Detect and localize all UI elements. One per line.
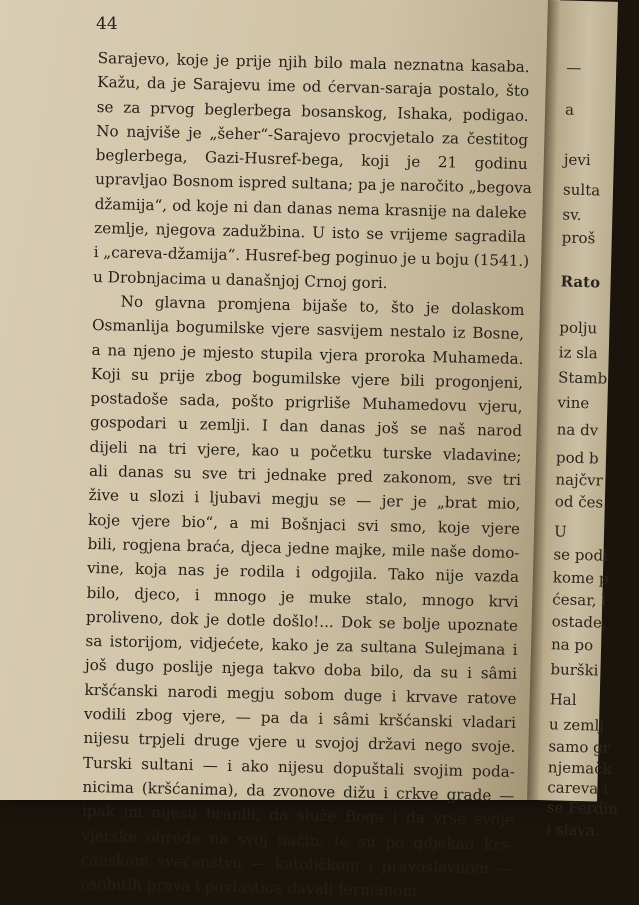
text-line: Sarajevo, koje je prije njih bilo mala neznatna kasaba.: [97, 48, 530, 77]
text-line: No glavna promjena bijaše to, što je dolaskom: [120, 292, 525, 319]
next-page-fragment: ćesar, l: [552, 590, 607, 610]
text-line: koje vjere bio“, a mi Bošnjaci svi smo, koje vjere: [87, 510, 521, 538]
text-line: Turski sultani — i ako nijesu dopuštali svojim poda-: [82, 753, 516, 781]
text-line: ali danas su sve tri jednake pred zakonom, sve tri: [88, 461, 522, 489]
text-line: vjerske obrede na svoj način; te su po gdjekad krš-: [81, 826, 514, 854]
next-page-fragment: careva i: [547, 778, 608, 798]
text-line: postadoše sada, pošto prigrliše Muhamedovu vjeru,: [90, 389, 523, 417]
next-page-fragment: sulta: [562, 180, 601, 200]
next-page-fragment: proš: [561, 228, 596, 248]
page-number: 44: [96, 14, 118, 34]
next-page-fragment: se Ferdin: [546, 798, 619, 819]
text-line: džamija“, od koje ni dan danas nema krasnije na daleke: [94, 194, 527, 222]
text-line: Kažu, da je Sarajevu ime od ćervan-saraja postalo, što: [97, 73, 530, 101]
next-page-fragment: —: [566, 58, 582, 77]
text-line: zemlje, njegova zadužbina. U isto se vrijeme sagradila: [93, 219, 527, 247]
next-page-fragment: jevi: [563, 150, 591, 170]
text-line: bili, rogjena braća, djeca jedne majke, mile naše domo-: [87, 534, 520, 562]
page-body-text: [80, 46, 530, 905]
text-line: se za prvog beglerbega bosanskog, Ishaka, podigao.: [96, 97, 529, 125]
next-page-fragment: najčvr: [555, 470, 603, 490]
text-line: osobitih prava i povlastica davali fermanom.: [80, 874, 422, 901]
next-page-fragment: kome p: [552, 568, 609, 588]
next-page-fragment: se podi: [553, 545, 609, 565]
text-line: dijeli na tri vjere, kao u početku turske vladavine;: [89, 437, 522, 465]
text-line: bilo, djeco, i mnogo je muke stalo, mnogo krvi: [86, 583, 519, 611]
text-line: beglerbega, Gazi-Husref-bega, koji je 21 godinu: [95, 146, 528, 174]
next-page-fragment: na po: [550, 635, 594, 655]
text-line: vodili zbog vjere, — pa da i sâmi kršćanski vladari: [83, 704, 517, 732]
text-line: gospodari u zemlji. I dan danas još se naš narod: [89, 413, 523, 441]
next-page-fragment: njemačk: [547, 758, 612, 778]
text-line: Osmanlija bogumilske vjere sasvijem nestalo iz Bosne,: [91, 316, 525, 344]
text-line: proliveno, dok je dotle došlo!... Dok se bolje upoznate: [85, 607, 519, 635]
text-line: vine, koja nas je rodila i odgojila. Tako nije vazda: [86, 559, 520, 587]
next-page-fragment: Rato: [560, 272, 601, 292]
next-page-fragment: pod b: [555, 448, 599, 468]
text-line: ipak im nijesu branili, da služe Boga i da vrše svoje: [81, 802, 515, 830]
text-line: nicima (kršćanima), da zvonove dižu i crkve grade —: [82, 777, 515, 805]
text-line: a na njeno je mjesto stupila vjera proroka Muhameda.: [91, 340, 524, 368]
text-line: upravljao Bosnom ispred sultana; pa je naročito „begova: [95, 170, 532, 198]
text-line: sa istorijom, vidjećete, kako je za sultana Sulejmana i: [85, 631, 518, 660]
text-line: No najviše je „šeher“-Sarajevo procvjetalo za čestitog: [96, 121, 529, 149]
text-line: žive u slozi i ljubavi megju se — jer je „brat mio,: [88, 486, 521, 514]
next-page-fragment: vine: [557, 393, 590, 413]
next-page-fragment: od čes: [554, 492, 604, 512]
next-page-fragment: U: [553, 522, 567, 541]
next-page-fragment: ostade,: [551, 612, 607, 632]
next-page-fragment: iz sla: [558, 343, 598, 363]
next-page-fragment: u zemlj: [548, 715, 605, 735]
next-page-fragment: a: [564, 100, 575, 119]
next-page-fragment: sv.: [562, 205, 582, 224]
text-line: još dugo poslije njega takvo doba bilo, da su i sâmi: [84, 656, 518, 684]
text-line: nijesu trpjeli druge vjere u svojoj državi nego svoje.: [83, 729, 516, 757]
next-page-fragment: Hal: [549, 690, 577, 709]
text-line: ćanskom svećenstvu — katoličkom i pravoslavnom —: [80, 850, 514, 878]
next-page-fragment: i slava.: [546, 820, 600, 840]
next-page-fragment: polju: [559, 318, 598, 338]
text-line: i „careva-džamija“. Husref-beg poginuo je u boju (1541.): [93, 243, 530, 271]
next-page-fragment: na dv: [556, 420, 599, 440]
next-page-fragment: burški: [550, 660, 599, 680]
next-page-fragment: Stamb: [557, 368, 608, 388]
text-line: kršćanski narodi megju sobom duge i krvave ratove: [84, 680, 517, 708]
next-page-fragment: samo gr: [548, 737, 611, 757]
text-line: Koji su prije zbog bogumilske vjere bili progonjeni,: [90, 364, 524, 392]
text-line: u Drobnjacima u današnjoj Crnoj gori.: [92, 267, 388, 292]
